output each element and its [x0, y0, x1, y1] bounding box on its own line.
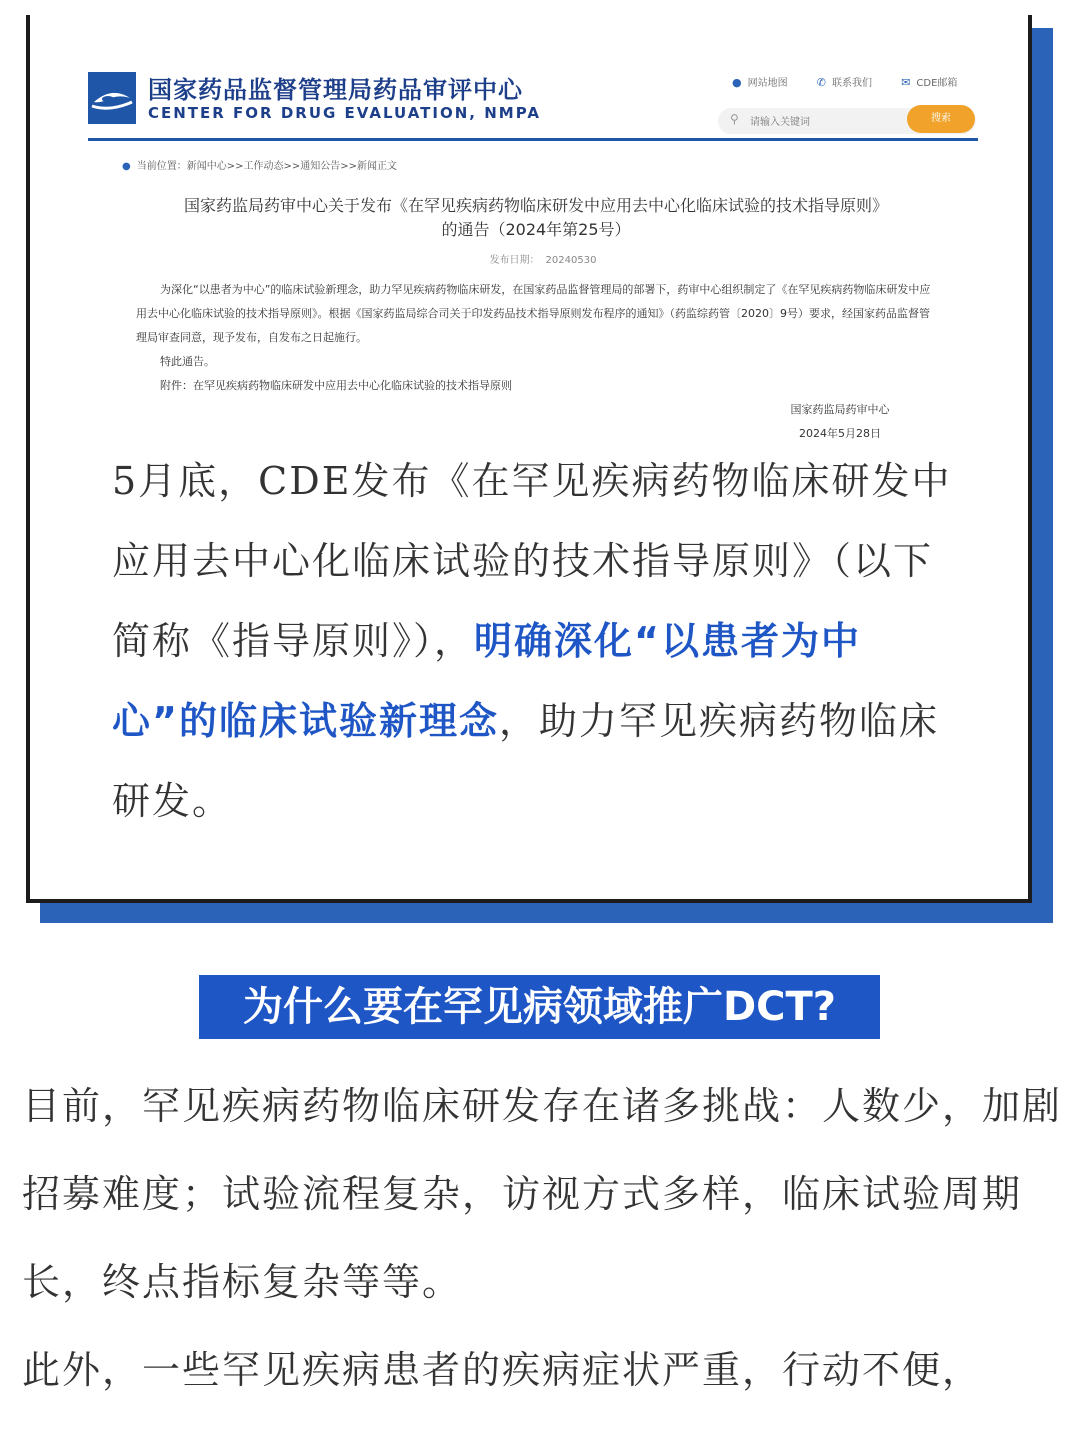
- signer: 国家药监局药审中心: [790, 403, 890, 416]
- site-header: [88, 68, 978, 144]
- cde-logo-icon: [88, 72, 136, 124]
- site-title-cn: 国家药品监督管理局药品审评中心: [148, 76, 523, 104]
- notice-paragraph: 为深化“以患者为中心”的临床试验新理念，助力罕见疾病药物临床研发，在国家药品监督管理局的部署下，药审中心组织制定了《在罕见疾病药物临床研发中应用去中心化临床试验的技术指导原则》。根据《国家药监局综合司关于印发药品技术指导原则发布程序的通知》（药监综药管〔2020〕9号）要求，经国家药品监督管理局审查同意，现予发布，自发布之日起施行。: [136, 283, 931, 344]
- notice-title: [126, 194, 946, 242]
- section-heading: 为什么要在罕见病领域推广DCT?: [199, 975, 880, 1039]
- highlight-text: 明确深化“以患者为中心”的临床试验新理念: [112, 619, 861, 743]
- search-icon: ⚲: [730, 112, 739, 126]
- article-paragraph: 此外，一些罕见疾病患者的疾病症状严重，行动不便，: [22, 1348, 983, 1392]
- location-pin-icon: ●: [122, 161, 131, 172]
- notice-signature: [770, 398, 910, 446]
- sitemap-link[interactable]: ● 网站地图: [732, 76, 788, 89]
- mail-link[interactable]: ✉ CDE邮箱: [901, 76, 958, 89]
- breadcrumb: ● 当前位置：新闻中心>>工作动态>>通知公告>>新闻正文: [122, 161, 398, 172]
- publish-date: 发布日期： 20240530: [489, 255, 597, 266]
- notice-attachment[interactable]: 附件：在罕见疾病药物临床研发中应用去中心化临床试验的技术指导原则: [160, 379, 512, 392]
- site-title-en: CENTER FOR DRUG EVALUATION, NMPA: [148, 104, 541, 122]
- contact-link[interactable]: ✆ 联系我们: [816, 76, 873, 89]
- notice-closing: 特此通告。: [160, 355, 215, 368]
- article-body: [22, 1062, 1062, 1414]
- location-pin-icon: ●: [732, 76, 742, 89]
- notice-title-line2: 的通告（2024年第25号）: [441, 220, 631, 239]
- search-button[interactable]: 搜索: [907, 105, 975, 133]
- header-divider: [88, 138, 978, 141]
- search-input[interactable]: [748, 112, 902, 132]
- mail-icon: ✉: [901, 76, 911, 89]
- notice-title-line1: 国家药监局药审中心关于发布《在罕见疾病药物临床研发中应用去中心化临床试验的技术指导原则》: [183, 196, 888, 215]
- notice-body: [136, 278, 932, 398]
- top-links: [732, 74, 983, 89]
- phone-icon: ✆: [816, 76, 827, 89]
- card-paragraph: 5月底，CDE发布《在罕见疾病药物临床研发中应用去中心化临床试验的技术指导原则》（以下简称《指导原则》），明确深化“以患者为中心”的临床试验新理念，助力罕见疾病药物临床研发。: [112, 459, 952, 823]
- sign-date: 2024年5月28日: [799, 427, 881, 440]
- article-paragraph: 目前，罕见疾病药物临床研发存在诸多挑战：人数少，加剧招募难度；试验流程复杂，访视方式多样，临床试验周期长，终点指标复杂等等。: [22, 1084, 1063, 1304]
